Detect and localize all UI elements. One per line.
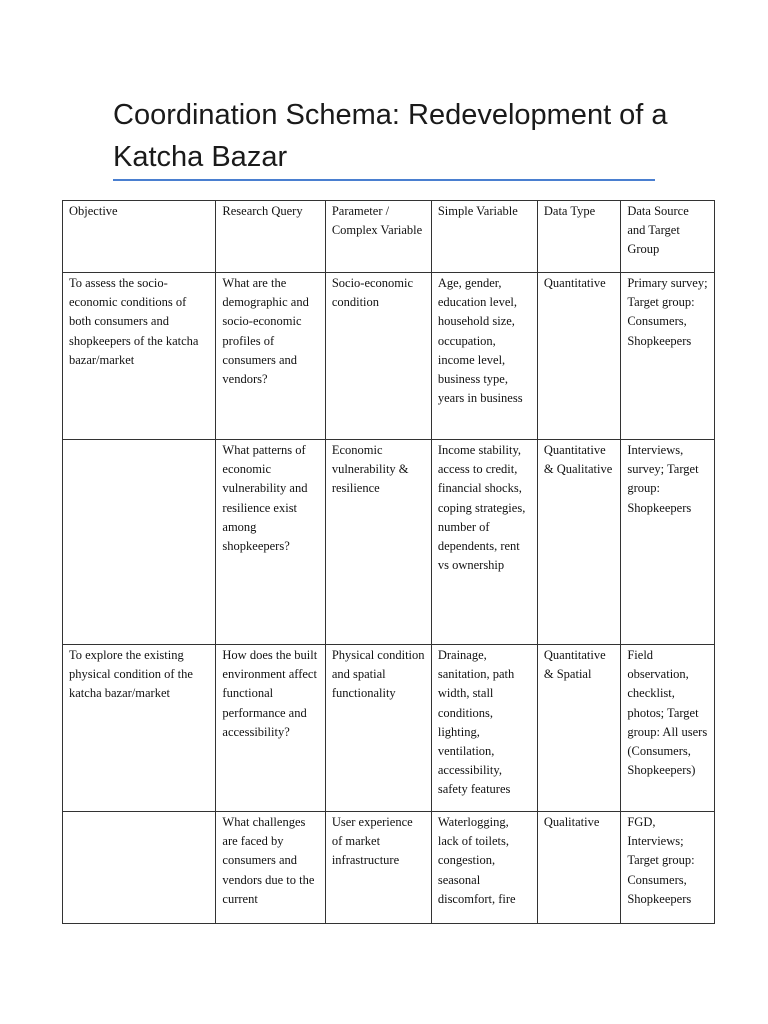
table-cell: What patterns of economic vulnerability and resilience exist among shopkeepers? — [216, 440, 325, 645]
header-cell-research-query: Research Query — [216, 201, 325, 273]
table-cell: Drainage, sanitation, path width, stall conditions, lighting, ventilation, accessibility, safety features — [431, 645, 537, 812]
header-cell-objective: Objective — [63, 201, 216, 273]
table-cell: Physical condition and spatial functionality — [325, 645, 431, 812]
table-cell: Age, gender, education level, household size, occupation, income level, business type, years in business — [431, 273, 537, 440]
table-header-row — [63, 201, 715, 273]
table-row — [63, 440, 715, 645]
table-row — [63, 273, 715, 440]
coordination-schema-table — [62, 200, 715, 924]
header-cell-data-source: Data Source and Target Group — [621, 201, 715, 273]
table-cell: Field observation, checklist, photos; Target group: All users (Consumers, Shopkeepers) — [621, 645, 715, 812]
title-underline — [113, 179, 655, 181]
table-cell: Quantitative — [537, 273, 620, 440]
table-cell: To assess the socio-economic conditions of both consumers and shopkeepers of the katcha bazar/market — [63, 273, 216, 440]
table-cell: Economic vulnerability & resilience — [325, 440, 431, 645]
table-cell — [63, 440, 216, 645]
table-cell: Socio-economic condition — [325, 273, 431, 440]
table-cell: User experience of market infrastructure — [325, 812, 431, 924]
table-cell: Interviews, survey; Target group: Shopkeepers — [621, 440, 715, 645]
header-cell-data-type: Data Type — [537, 201, 620, 273]
table-cell: Income stability, access to credit, financial shocks, coping strategies, number of dependents, rent vs ownership — [431, 440, 537, 645]
page-title: Coordination Schema: Redevelopment of a Katcha Bazar — [113, 99, 668, 173]
table-cell: Quantitative & Spatial — [537, 645, 620, 812]
table-row — [63, 812, 715, 924]
table-cell: What are the demographic and socio-economic profiles of consumers and vendors? — [216, 273, 325, 440]
table-row — [63, 645, 715, 812]
table-cell: Qualitative — [537, 812, 620, 924]
table-cell: Quantitative & Qualitative — [537, 440, 620, 645]
table-cell: What challenges are faced by consumers and vendors due to the current — [216, 812, 325, 924]
table-cell: Primary survey; Target group: Consumers, Shopkeepers — [621, 273, 715, 440]
table-cell — [63, 812, 216, 924]
header-cell-parameter: Parameter / Complex Variable — [325, 201, 431, 273]
table-cell: To explore the existing physical condition of the katcha bazar/market — [63, 645, 216, 812]
table-cell: Waterlogging, lack of toilets, congestion, seasonal discomfort, fire — [431, 812, 537, 924]
header-cell-simple-variable: Simple Variable — [431, 201, 537, 273]
table-cell: FGD, Interviews; Target group: Consumers, Shopkeepers — [621, 812, 715, 924]
table-cell: How does the built environment affect functional performance and accessibility? — [216, 645, 325, 812]
